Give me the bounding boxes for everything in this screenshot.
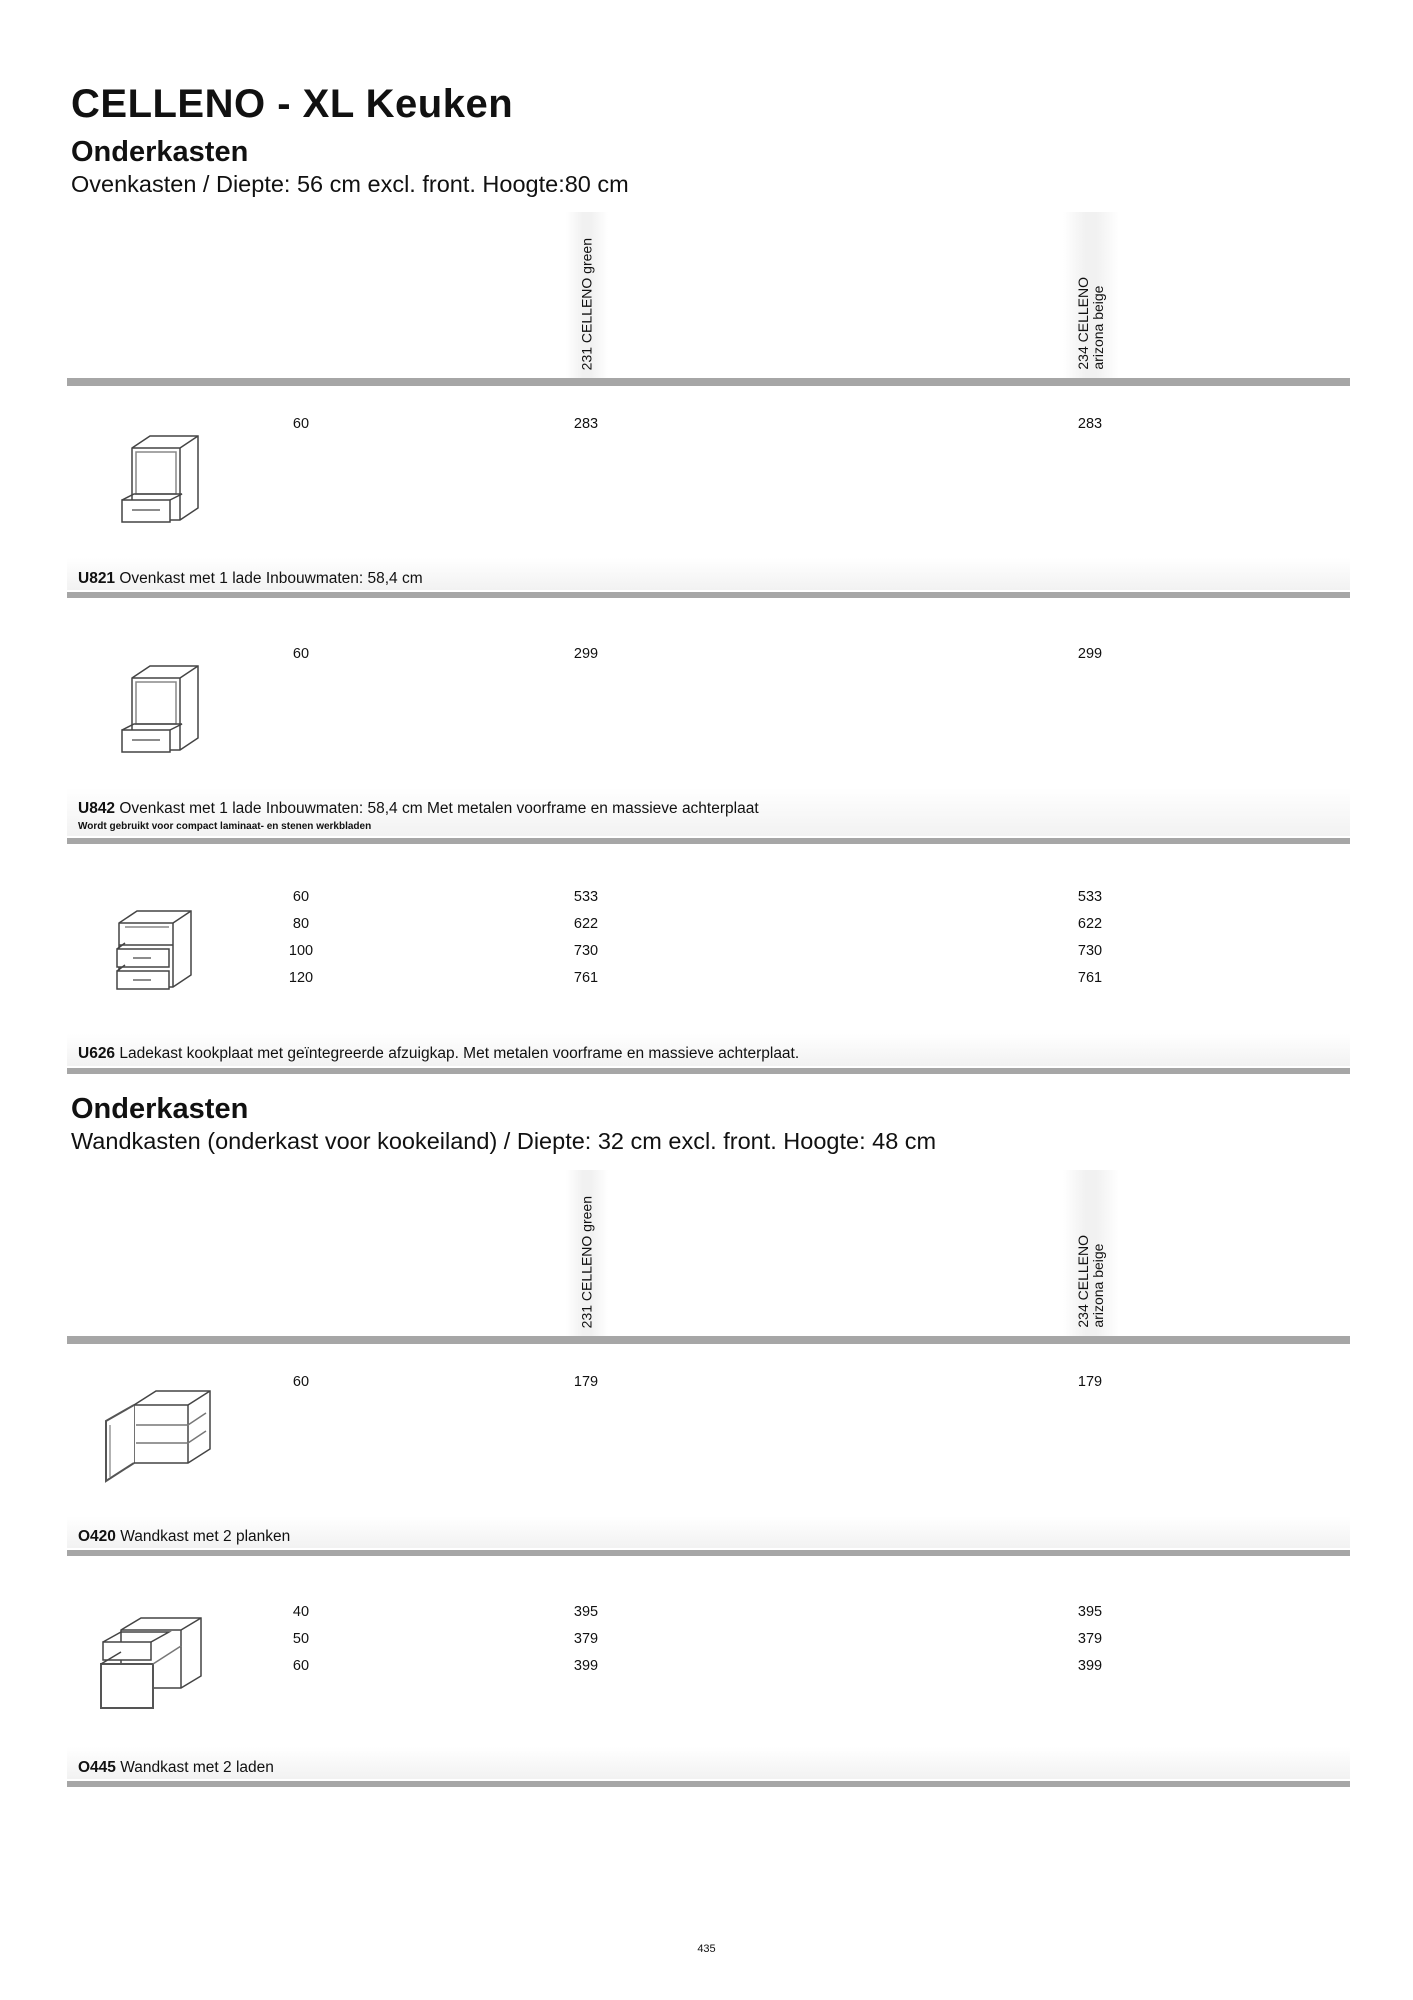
oven-cabinet-1-drawer-icon bbox=[118, 660, 208, 760]
column-header-label: 234 CELLENO bbox=[1075, 1235, 1091, 1328]
row-divider bbox=[67, 838, 1350, 844]
product-note: Wordt gebruikt voor compact laminaat- en stenen werkbladen bbox=[78, 821, 372, 832]
price-green: 533 bbox=[573, 889, 599, 905]
column-header-beige bbox=[1063, 212, 1119, 378]
product-label bbox=[78, 1528, 290, 1546]
price-beige: 622 bbox=[1077, 916, 1103, 932]
price-green: 379 bbox=[573, 1631, 599, 1647]
column-header-label: 231 CELLENO green bbox=[578, 1195, 595, 1328]
column-header-label: 231 CELLENO green bbox=[578, 237, 595, 370]
price-beige: 179 bbox=[1077, 1374, 1103, 1390]
price-beige: 533 bbox=[1077, 889, 1103, 905]
product-label bbox=[78, 800, 759, 818]
price-green: 395 bbox=[573, 1604, 599, 1620]
section-subheading: Wandkasten (onderkast voor kookeiland) / Diepte: 32 cm excl. front. Hoogte: 48 cm bbox=[71, 1128, 937, 1154]
row-divider bbox=[67, 1781, 1350, 1787]
price-beige: 379 bbox=[1077, 1631, 1103, 1647]
header-divider bbox=[67, 378, 1350, 386]
price-beige: 395 bbox=[1077, 1604, 1103, 1620]
product-label bbox=[78, 1759, 274, 1777]
width-value: 40 bbox=[292, 1604, 310, 1620]
section-subheading: Ovenkasten / Diepte: 56 cm excl. front. Hoogte:80 cm bbox=[71, 171, 629, 197]
width-value: 60 bbox=[292, 1658, 310, 1674]
price-beige: 761 bbox=[1077, 970, 1103, 986]
wall-cabinet-2-drawers-icon bbox=[95, 1612, 210, 1712]
product-code: U821 bbox=[78, 570, 116, 587]
product-code: U842 bbox=[78, 800, 116, 817]
price-beige: 283 bbox=[1077, 416, 1103, 432]
width-value: 50 bbox=[292, 1631, 310, 1647]
price-green: 730 bbox=[573, 943, 599, 959]
page-title: CELLENO - XL Keuken bbox=[71, 82, 514, 126]
section-heading: Onderkasten bbox=[71, 136, 249, 168]
price-beige: 299 bbox=[1077, 646, 1103, 662]
product-description: Ladekast kookplaat met geïntegreerde afzuigkap. Met metalen voorframe en massieve achterplaat. bbox=[115, 1045, 800, 1062]
column-header-label: 234 CELLENO bbox=[1075, 277, 1091, 370]
drawer-cabinet-cooktop-icon bbox=[115, 905, 205, 1005]
page-number: 435 bbox=[697, 1943, 716, 1955]
product-description: Wandkast met 2 planken bbox=[115, 1528, 291, 1545]
oven-cabinet-1-drawer-icon bbox=[118, 430, 208, 530]
width-value: 120 bbox=[288, 970, 314, 986]
width-value: 60 bbox=[292, 416, 310, 432]
price-green: 299 bbox=[573, 646, 599, 662]
row-divider bbox=[67, 592, 1350, 598]
product-description: Wandkast met 2 laden bbox=[115, 1759, 274, 1776]
column-header-beige bbox=[1063, 1170, 1119, 1336]
price-green: 399 bbox=[573, 1658, 599, 1674]
price-green: 179 bbox=[573, 1374, 599, 1390]
product-code: U626 bbox=[78, 1045, 116, 1062]
header-divider bbox=[67, 1336, 1350, 1344]
product-label bbox=[78, 1045, 799, 1063]
width-value: 60 bbox=[292, 1374, 310, 1390]
width-value: 60 bbox=[292, 889, 310, 905]
column-header-green bbox=[566, 1170, 608, 1336]
row-divider bbox=[67, 1550, 1350, 1556]
product-code: O420 bbox=[78, 1528, 116, 1545]
price-green: 761 bbox=[573, 970, 599, 986]
price-green: 283 bbox=[573, 416, 599, 432]
product-description: Ovenkast met 1 lade Inbouwmaten: 58,4 cm Met metalen voorframe en massieve achterplaat bbox=[115, 800, 759, 817]
width-value: 100 bbox=[288, 943, 314, 959]
section-heading: Onderkasten bbox=[71, 1093, 249, 1125]
column-header-green bbox=[566, 212, 608, 378]
product-label bbox=[78, 570, 423, 588]
width-value: 60 bbox=[292, 646, 310, 662]
width-value: 80 bbox=[292, 916, 310, 932]
column-header-label-sub: arizona beige bbox=[1090, 1243, 1106, 1328]
price-green: 622 bbox=[573, 916, 599, 932]
product-description: Ovenkast met 1 lade Inbouwmaten: 58,4 cm bbox=[115, 570, 423, 587]
column-header-label-sub: arizona beige bbox=[1090, 285, 1106, 370]
price-beige: 399 bbox=[1077, 1658, 1103, 1674]
price-beige: 730 bbox=[1077, 943, 1103, 959]
wall-cabinet-2-shelves-icon bbox=[100, 1385, 215, 1485]
product-code: O445 bbox=[78, 1759, 116, 1776]
row-divider bbox=[67, 1068, 1350, 1074]
